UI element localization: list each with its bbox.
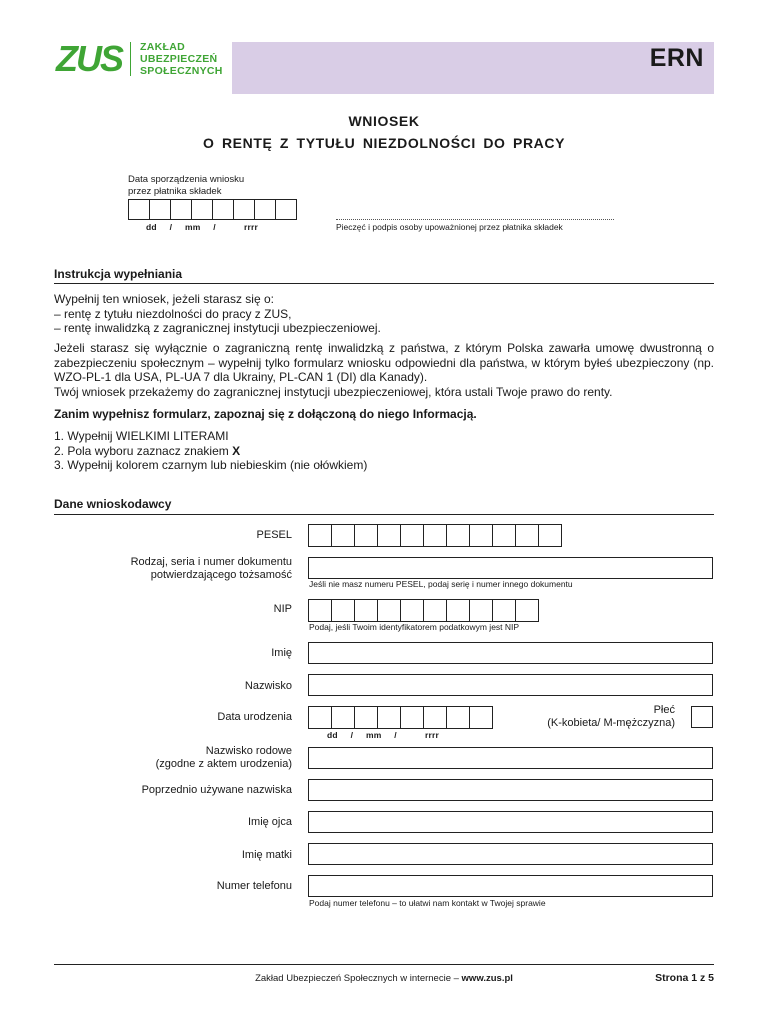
page-number: Strona 1 z 5 <box>655 972 714 984</box>
father-name-field[interactable] <box>308 811 713 833</box>
phone-field[interactable] <box>308 875 713 897</box>
first-name-field[interactable] <box>308 642 713 664</box>
footer-url[interactable]: www.zus.pl <box>461 973 513 984</box>
id-document-hint: Jeśli nie masz numeru PESEL, podaj serię i numer innego dokumentu <box>309 579 573 589</box>
prep-date-label: Data sporządzenia wniosku przez płatnika składek <box>128 174 245 197</box>
applicant-rule <box>54 514 714 515</box>
instructions-p3: Twój wniosek przekażemy do zagranicznej instytucji ubezpieczeniowej, która ustali Twoje prawo do renty. <box>54 385 613 399</box>
surname-field[interactable] <box>308 674 713 696</box>
mother-name-field[interactable] <box>308 843 713 865</box>
pesel-label: PESEL <box>256 529 292 541</box>
stamp-line <box>336 219 614 220</box>
instructions-p1: Wypełnij ten wniosek, jeżeli starasz się o: – rentę z tytułu niezdolności do pracy z ZUS, – rentę inwalidzką z zagranicznej instytucji ubezpieczeniowej. <box>54 292 381 335</box>
footer-text: Zakład Ubezpieczeń Społecznych w internecie – www.zus.pl <box>255 973 513 984</box>
surname-label: Nazwisko <box>244 680 292 692</box>
instructions-p2: Jeżeli starasz się wyłącznie o zagraniczną rentę inwalidzką z państwa, z którym Polska zawarła umowę dwustronną o zabezpieczeniu społecznym – wypełnij tylko formularz wniosku odpowiedni dla państwa, w którym byłeś ubezpieczony (np. WZO-PL-1 dla USA, PL-UA 7 dla Ukrainy, PL-CAN 1 (DI) dla Kanady). <box>54 341 714 384</box>
phone-hint: Podaj numer telefonu – to ułatwi nam kontakt w Twojej sprawie <box>309 898 546 908</box>
pesel-input[interactable] <box>308 524 561 547</box>
maiden-name-label: Nazwisko rodowe (zgodne z aktem urodzenia) <box>155 745 292 770</box>
id-document-field[interactable] <box>308 557 713 579</box>
nip-label: NIP <box>273 603 292 615</box>
first-name-label: Imię <box>271 647 292 659</box>
birth-date-format: dd / mm / rrrr <box>327 730 440 740</box>
prep-date-boxes[interactable] <box>128 199 296 220</box>
applicant-heading: Dane wnioskodawcy <box>54 497 172 511</box>
footer-rule <box>54 964 714 965</box>
stamp-caption: Pieczęć i podpis osoby upoważnionej przez płatnika składek <box>336 222 563 232</box>
title-line2: O RENTĘ Z TYTUŁU NIEZDOLNOŚCI DO PRACY <box>202 135 566 151</box>
sex-checkbox[interactable] <box>691 706 713 728</box>
instructions-steps: 1. Wypełnij WIELKIMI LITERAMI 2. Pola wyboru zaznacz znakiem X 3. Wypełnij kolorem czarnym lub niebieskim (nie ołówkiem) <box>54 429 368 472</box>
zus-logo: ZUS <box>56 38 122 79</box>
phone-label: Numer telefonu <box>216 880 292 892</box>
instructions-rule <box>54 283 714 284</box>
instructions-p4: Zanim wypełnisz formularz, zapoznaj się z dołączoną do niego Informacją. <box>54 407 477 421</box>
birth-date-input[interactable] <box>308 706 492 729</box>
birth-date-label: Data urodzenia <box>217 711 292 723</box>
title-line1: WNIOSEK <box>348 113 420 129</box>
nip-input[interactable] <box>308 599 538 622</box>
father-name-label: Imię ojca <box>247 816 292 828</box>
nip-hint: Podaj, jeśli Twoim identyfikatorem podatkowym jest NIP <box>309 622 520 632</box>
org-name: ZAKŁAD UBEZPIECZEŃ SPOŁECZNYCH <box>140 41 223 77</box>
sex-label: Płeć (K-kobieta/ M-mężczyzna) <box>547 704 675 729</box>
instructions-heading: Instrukcja wypełniania <box>54 267 183 281</box>
mother-name-label: Imię matki <box>241 849 292 861</box>
previous-names-label: Poprzednio używane nazwiska <box>141 784 292 796</box>
form-code: ERN <box>649 44 704 72</box>
maiden-name-field[interactable] <box>308 747 713 769</box>
header-band <box>232 42 714 94</box>
logo-divider <box>130 42 131 76</box>
id-document-label: Rodzaj, seria i numer dokumentu potwierdzającego tożsamość <box>130 556 292 581</box>
previous-names-field[interactable] <box>308 779 713 801</box>
prep-date-format: dd / mm / rrrr <box>146 222 259 232</box>
